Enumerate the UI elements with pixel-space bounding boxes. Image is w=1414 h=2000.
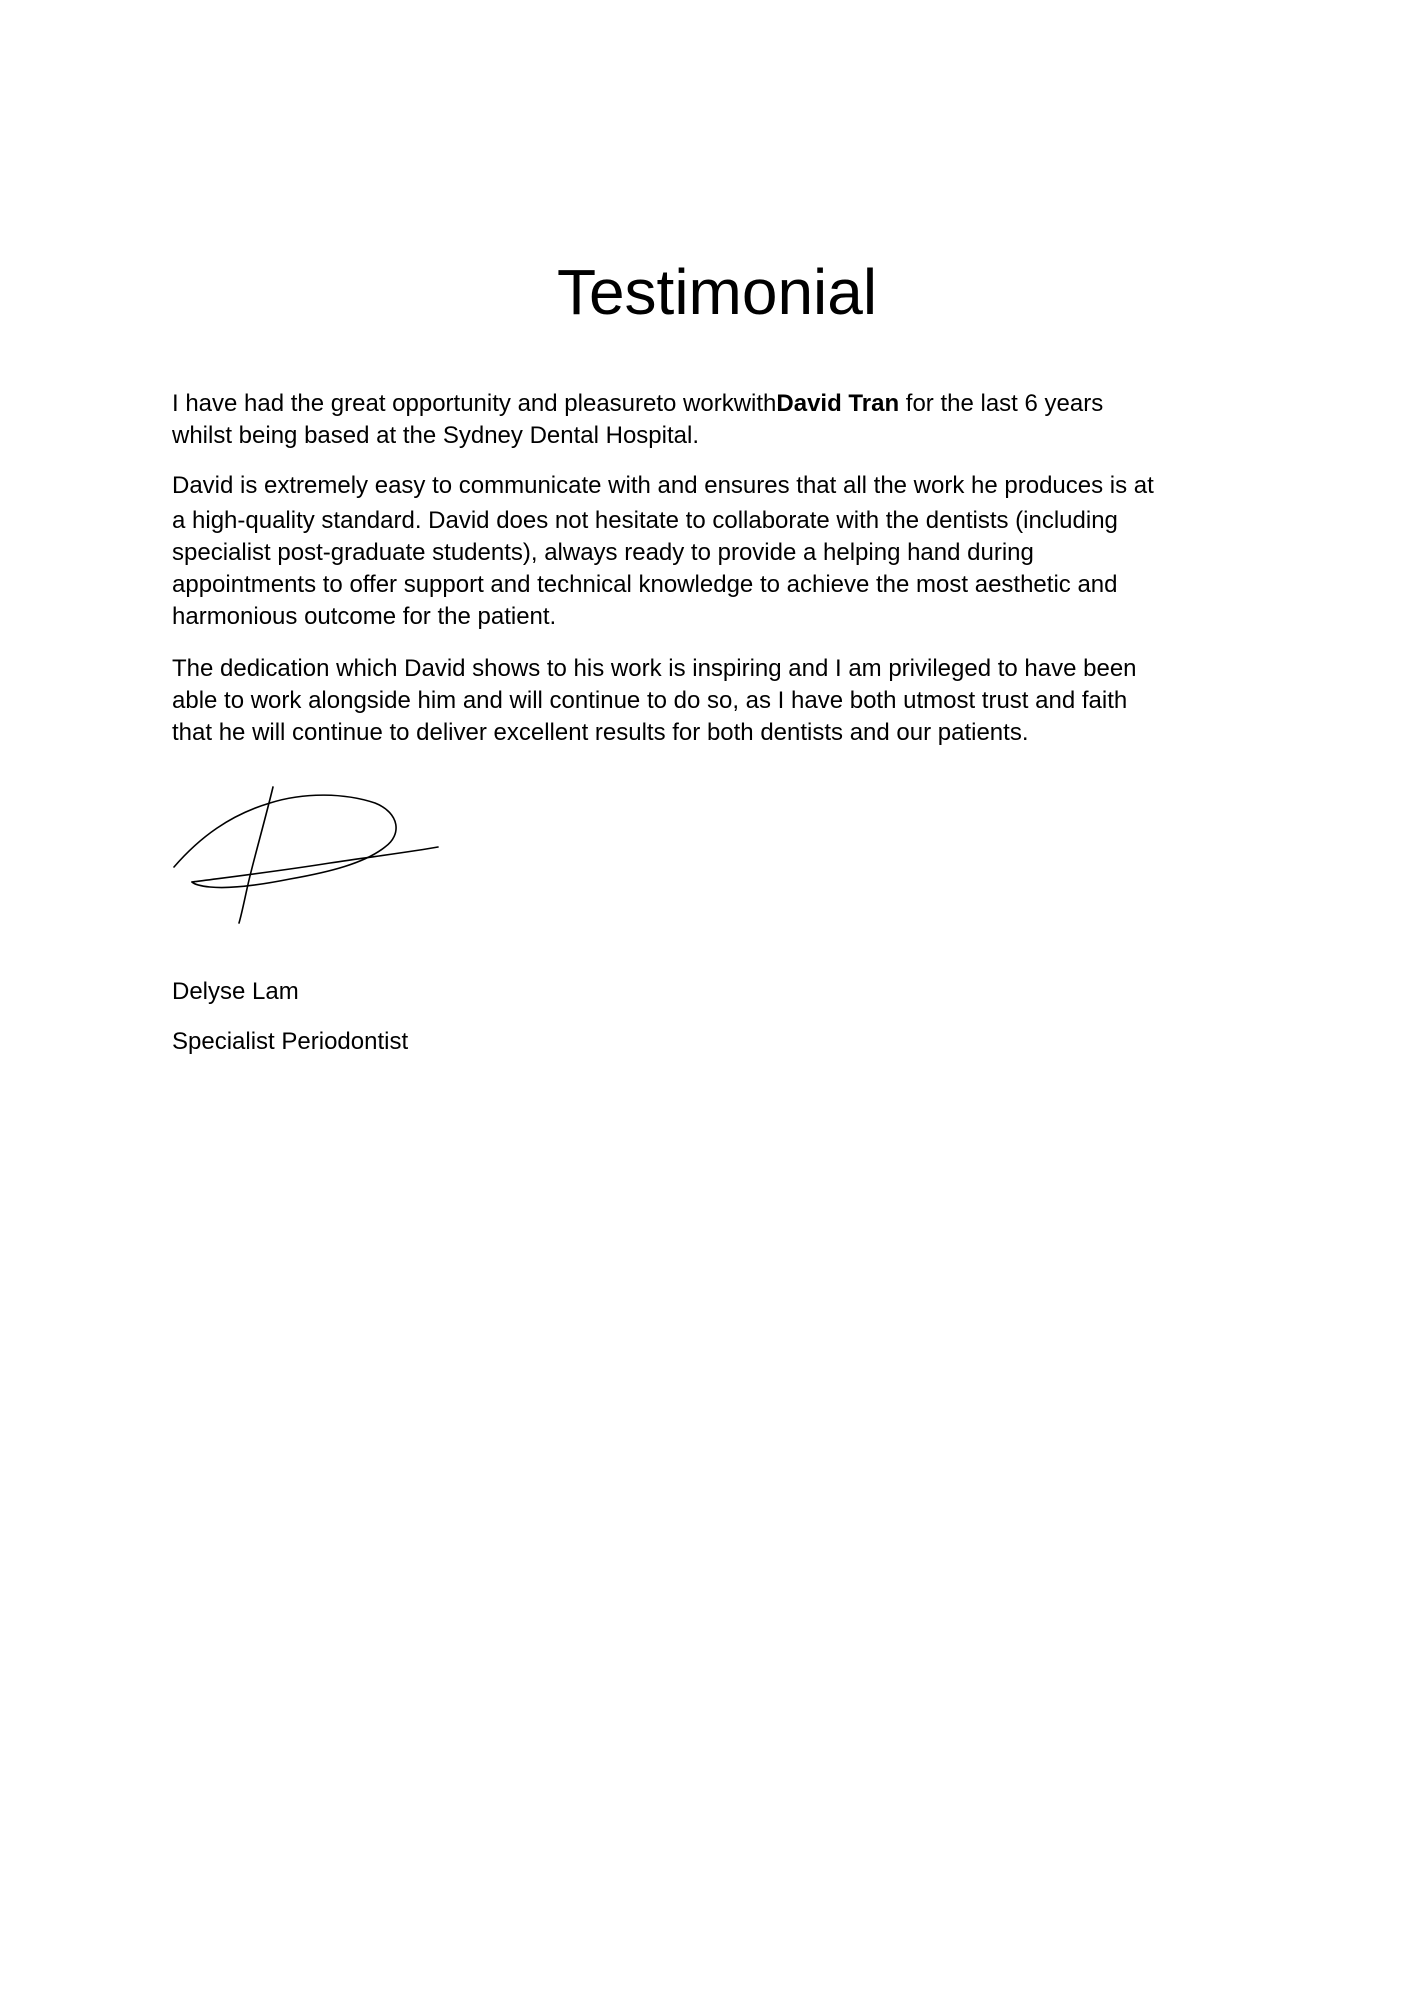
- paragraph-line: The dedication which David shows to his work is inspiring and I am privileged to have been: [172, 655, 1137, 682]
- signature-icon: [170, 775, 460, 935]
- paragraph-line: specialist post-graduate students), always ready to provide a helping hand during: [172, 539, 1034, 566]
- paragraph-line: appointments to offer support and technical knowledge to achieve the most aesthetic and: [172, 571, 1118, 598]
- subject-name: David Tran: [776, 390, 900, 417]
- paragraph-qualities: [172, 470, 1272, 633]
- paragraph-line: whilst being based at the Sydney Dental Hospital.: [172, 422, 699, 449]
- paragraph-line: [172, 388, 1272, 420]
- paragraph-line: a high-quality standard. David does not hesitate to collaborate with the dentists (including: [172, 507, 1118, 534]
- intro-text-tail: for the last 6 years: [899, 390, 1104, 417]
- paragraph-line: harmonious outcome for the patient.: [172, 603, 557, 630]
- paragraph-dedication: [172, 653, 1272, 749]
- signer-name: Delyse Lam: [172, 978, 299, 1005]
- signer-role: Specialist Periodontist: [172, 1028, 409, 1055]
- paragraph-line: able to work alongside him and will continue to do so, as I have both utmost trust and faith: [172, 687, 1128, 714]
- page-title: Testimonial: [556, 256, 878, 328]
- paragraph-line: David is extremely easy to communicate with and ensures that all the work he produces is at: [172, 472, 1154, 499]
- paragraph-intro: [172, 388, 1272, 452]
- paragraph-line: that he will continue to deliver excellent results for both dentists and our patients.: [172, 719, 1029, 746]
- intro-text: I have had the great opportunity and pleasureto workwith: [172, 390, 777, 417]
